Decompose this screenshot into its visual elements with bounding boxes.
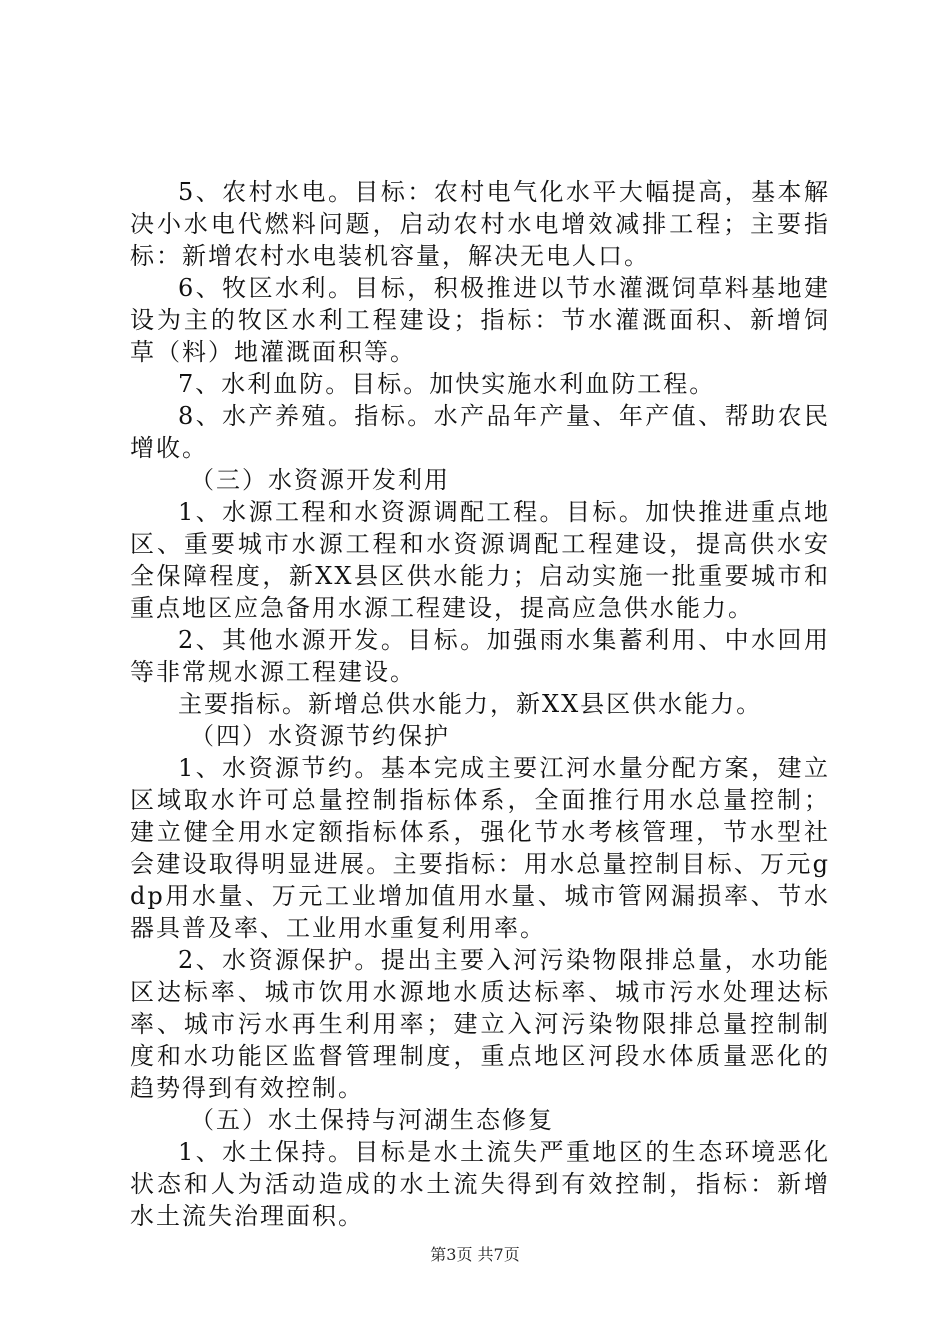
section-heading-water-conservation: （四）水资源节约保护: [190, 722, 450, 750]
paragraph-aquaculture: 8、水产养殖。指标。水产品年产量、年产值、帮助农民增收。: [130, 402, 830, 462]
paragraph-water-source-projects: 1、水源工程和水资源调配工程。目标。加快推进重点地区、重要城市水源工程和水资源调配工程建设，提高供水安全保障程度，新XX县区供水能力；启动实施一批重要城市和重点地区应急备用水源工程建设，提高应急供水能力。: [130, 498, 830, 622]
paragraph-schistosomiasis-prevention: 7、水利血防。目标。加快实施水利血防工程。: [178, 370, 716, 398]
paragraph-water-protection: 2、水资源保护。提出主要入河污染物限排总量，水功能区达标率、城市饮用水源地水质达标率、城市污水处理达标率、城市污水再生利用率；建立入河污染物限排总量控制制度和水功能区监督管理制度，重点地区河段水体质量恶化的趋势得到有效控制。: [130, 946, 830, 1102]
paragraph-main-indicators: 主要指标。新增总供水能力，新XX县区供水能力。: [178, 690, 763, 718]
document-body: [130, 176, 830, 1232]
paragraph-soil-conservation: 1、水土保持。目标是水土流失严重地区的生态环境恶化状态和人为活动造成的水土流失得到有效控制，指标：新增水土流失治理面积。: [130, 1138, 830, 1230]
paragraph-water-saving: 1、水资源节约。基本完成主要江河水量分配方案，建立区域取水许可总量控制指标体系，全面推行用水总量控制；建立健全用水定额指标体系，强化节水考核管理，节水型社会建设取得明显进展。主要指标：用水总量控制目标、万元gdp用水量、万元工业增加值用水量、城市管网漏损率、节水器具普及率、工业用水重复利用率。: [130, 754, 830, 942]
paragraph-other-water-sources: 2、其他水源开发。目标。加强雨水集蓄利用、中水回用等非常规水源工程建设。: [130, 626, 830, 686]
section-heading-water-development: （三）水资源开发利用: [190, 466, 450, 494]
paragraph-pastoral-irrigation: 6、牧区水利。目标，积极推进以节水灌溉饲草料基地建设为主的牧区水利工程建设；指标：节水灌溉面积、新增饲草（料）地灌溉面积等。: [130, 274, 830, 366]
paragraph-rural-hydropower: 5、农村水电。目标：农村电气化水平大幅提高，基本解决小水电代燃料问题，启动农村水电增效减排工程；主要指标：新增农村水电装机容量，解决无电人口。: [130, 178, 830, 270]
section-heading-soil-conservation: （五）水土保持与河湖生态修复: [190, 1106, 554, 1134]
page-number-footer: 第3页 共7页: [430, 1245, 520, 1264]
